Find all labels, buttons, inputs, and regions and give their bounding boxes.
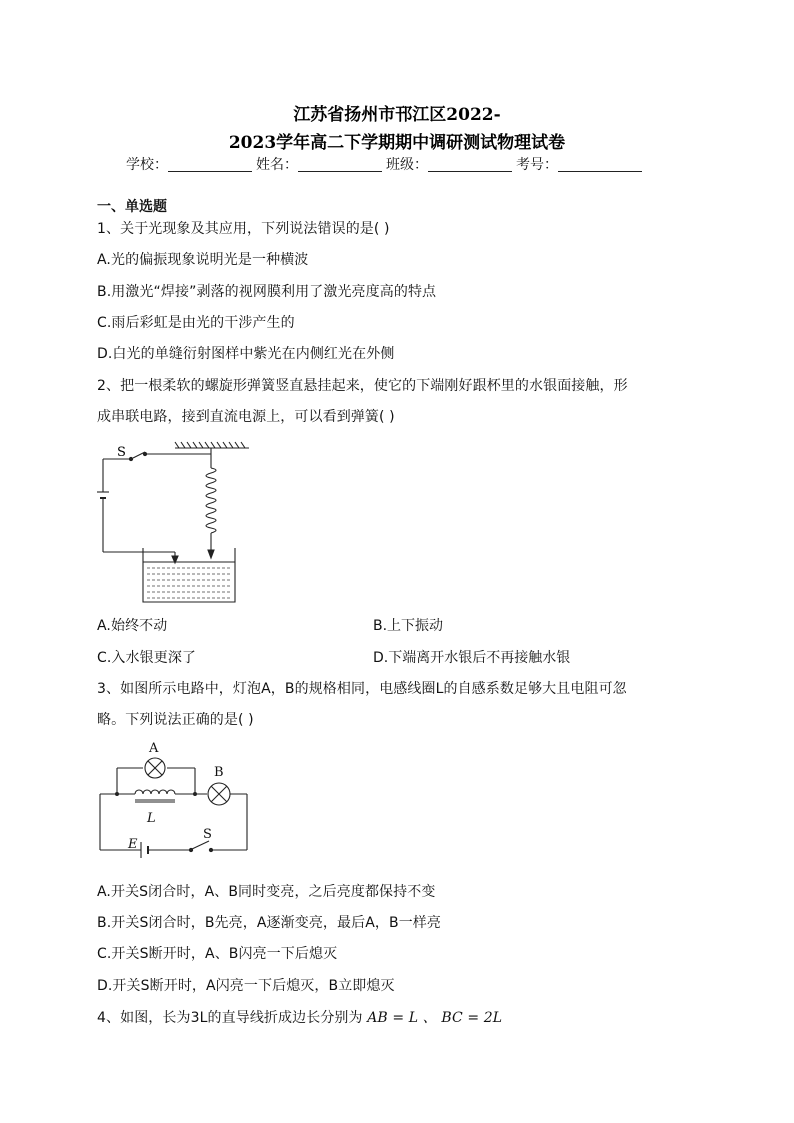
inductor-circuit-figure	[95, 740, 255, 860]
q2-stem-line-1: 2、把一根柔软的螺旋形弹簧竖直悬挂起来，使它的下端刚好跟杯里的水银面接触，形	[97, 378, 628, 394]
switch-s-label: S	[203, 827, 212, 842]
q2-stem-line-2: 成串联电路，接到直流电源上，可以看到弹簧( )	[97, 409, 395, 425]
q4-stem-row	[97, 1007, 502, 1027]
q1-stem: 1、关于光现象及其应用，下列说法错误的是( )	[97, 221, 390, 237]
class-blank	[428, 157, 512, 172]
section-heading: 一、单选题	[97, 199, 167, 215]
q2-option-a: A.始终不动	[97, 618, 168, 634]
q4-stem: 4、如图，长为3L的直导线折成边长分别为	[97, 1010, 363, 1026]
q1-option-a: A.光的偏振现象说明光是一种横波	[97, 252, 309, 268]
bulb-b-label: B	[214, 765, 224, 780]
q3-stem-line-2: 略。下列说法正确的是( )	[97, 712, 254, 728]
q3-option-b: B.开关S闭合时，B先亮，A逐渐变亮，最后A，B一样亮	[97, 915, 442, 931]
name-label: 姓名：	[256, 157, 298, 173]
spring-circuit-figure	[95, 440, 255, 610]
switch-label: S	[117, 445, 126, 460]
q3-option-d: D.开关S断开时，A闪亮一下后熄灭，B立即熄灭	[97, 978, 395, 994]
exam-no-blank	[558, 157, 642, 172]
q3-option-a: A.开关S闭合时，A、B同时变亮，之后亮度都保持不变	[97, 884, 436, 900]
class-label: 班级：	[386, 157, 428, 173]
q4-math: AB = L 、 BC = 2L	[367, 1010, 503, 1026]
inductor-label: L	[147, 811, 156, 826]
exam-no-label: 考号：	[516, 157, 558, 173]
name-blank	[298, 157, 382, 172]
q2-option-c: C.入水银更深了	[97, 650, 197, 666]
q1-option-c: C.雨后彩虹是由光的干涉产生的	[97, 315, 295, 331]
school-label: 学校：	[126, 157, 168, 173]
q1-option-b: B.用激光“焊接”剥落的视网膜利用了激光亮度高的特点	[97, 284, 437, 300]
bulb-a-label: A	[149, 741, 159, 756]
student-info-row	[126, 154, 646, 174]
q3-stem-line-1: 3、如图所示电路中，灯泡A，B的规格相同，电感线圈L的自感系数足够大且电阻可忽	[97, 681, 627, 697]
title-line-2: 2023学年高二下学期期中调研测试物理试卷	[228, 133, 566, 153]
school-blank	[168, 157, 252, 172]
q3-option-c: C.开关S断开时，A、B闪亮一下后熄灭	[97, 946, 338, 962]
battery-label: E	[128, 837, 138, 852]
title-line-1: 江苏省扬州市邗江区2022-	[293, 105, 501, 125]
q2-option-d: D.下端离开水银后不再接触水银	[373, 650, 571, 666]
q2-option-b: B.上下振动	[373, 618, 444, 634]
q1-option-d: D.白光的单缝衍射图样中紫光在内侧红光在外侧	[97, 346, 395, 362]
